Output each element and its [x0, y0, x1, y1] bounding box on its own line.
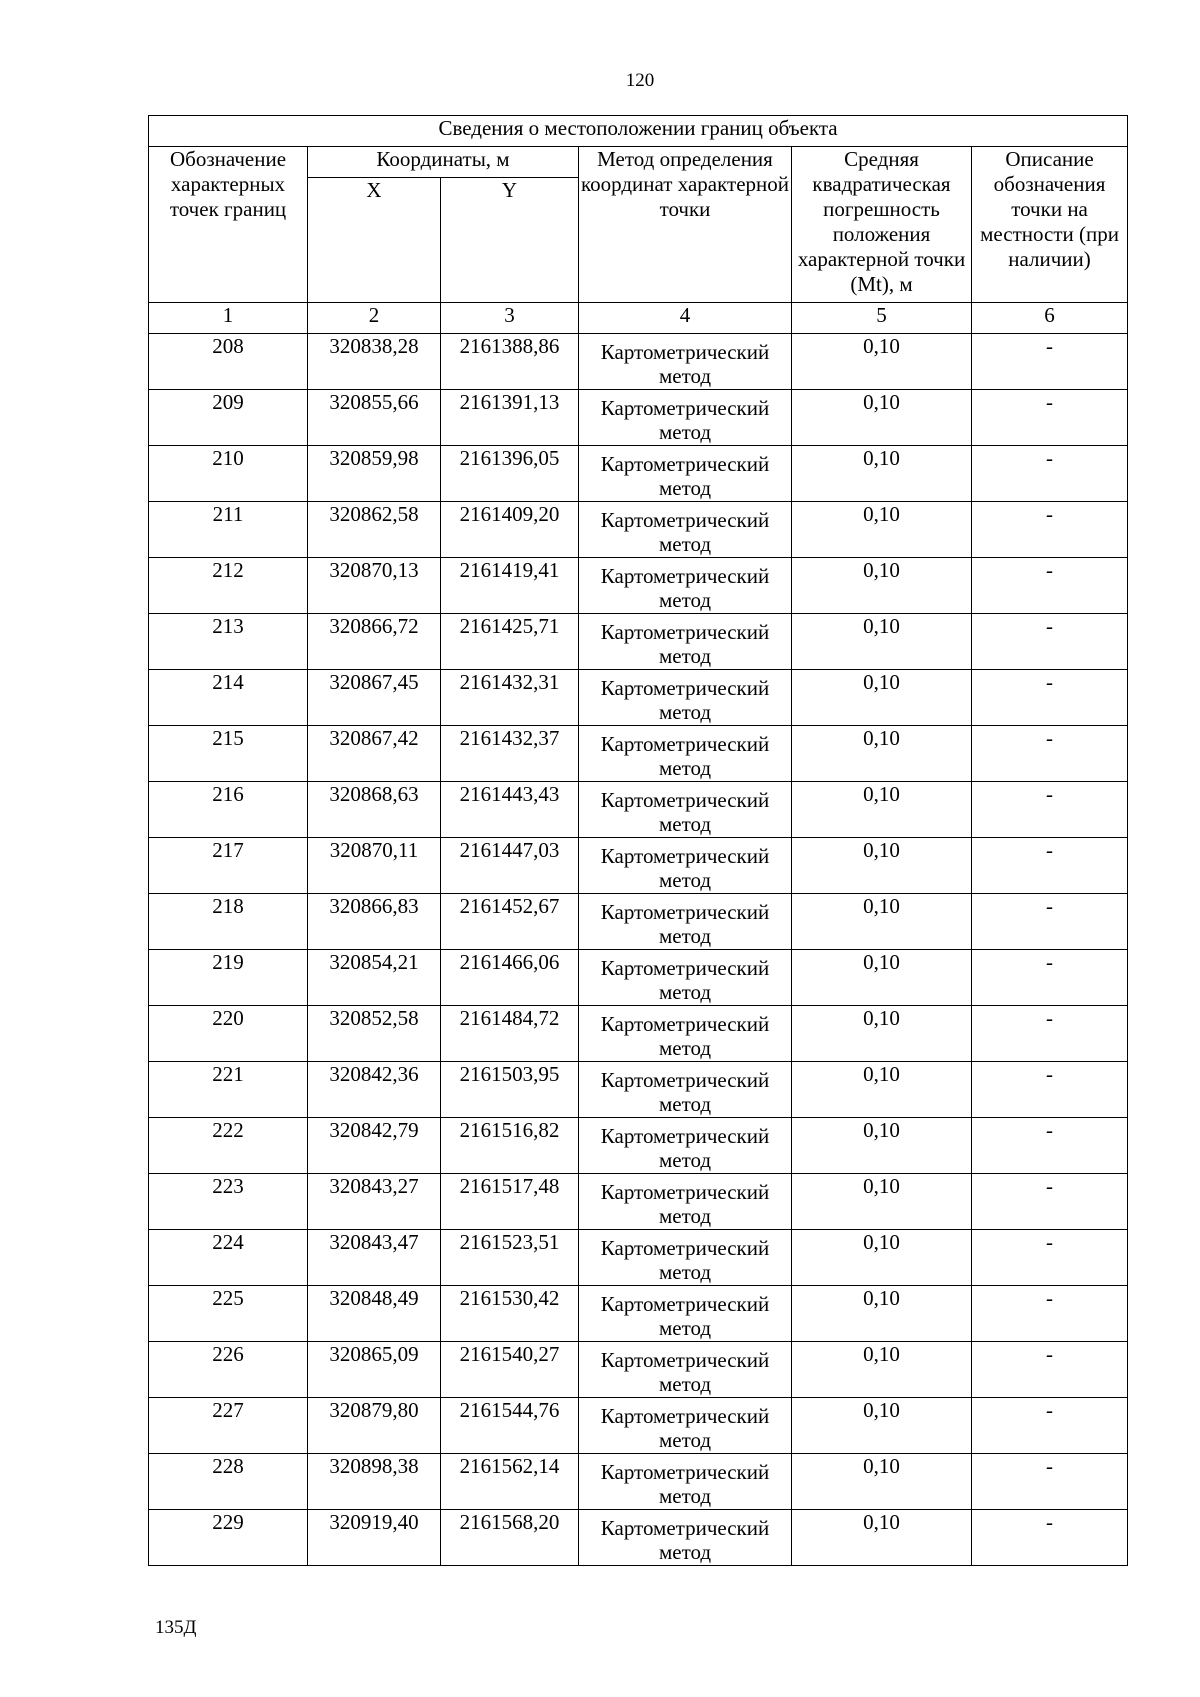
- y-coordinate-cell: 2161443,43: [441, 782, 579, 838]
- y-coordinate-cell: 2161530,42: [441, 1286, 579, 1342]
- table-row: [149, 838, 1128, 894]
- error-cell: 0,10: [792, 726, 972, 782]
- method-cell: Картометрический метод: [579, 614, 792, 670]
- table-row: [149, 1230, 1128, 1286]
- error-cell: 0,10: [792, 558, 972, 614]
- table-row: [149, 1062, 1128, 1118]
- y-coordinate-cell: 2161466,06: [441, 950, 579, 1006]
- page-number: 120: [625, 70, 655, 91]
- point-cell: 228: [149, 1454, 308, 1510]
- x-coordinate-cell: 320842,36: [308, 1062, 441, 1118]
- method-cell: Картометрический метод: [579, 950, 792, 1006]
- point-cell: 220: [149, 1006, 308, 1062]
- error-cell: 0,10: [792, 782, 972, 838]
- point-cell: 215: [149, 726, 308, 782]
- x-coordinate-cell: 320870,11: [308, 838, 441, 894]
- point-cell: 212: [149, 558, 308, 614]
- table-row: [149, 726, 1128, 782]
- method-cell: Картометрический метод: [579, 1062, 792, 1118]
- header-y: Y: [441, 178, 579, 303]
- method-cell: Картометрический метод: [579, 1118, 792, 1174]
- description-cell: -: [972, 1398, 1128, 1454]
- table-row: [149, 782, 1128, 838]
- error-cell: 0,10: [792, 1230, 972, 1286]
- description-cell: -: [972, 1230, 1128, 1286]
- x-coordinate-cell: 320879,80: [308, 1398, 441, 1454]
- y-coordinate-cell: 2161388,86: [441, 334, 579, 390]
- method-cell: Картометрический метод: [579, 558, 792, 614]
- column-number: 2: [308, 303, 441, 334]
- error-cell: 0,10: [792, 894, 972, 950]
- x-coordinate-cell: 320855,66: [308, 390, 441, 446]
- header-description: Описание обозначения точки на местности (при наличии): [972, 147, 1128, 303]
- point-cell: 223: [149, 1174, 308, 1230]
- method-cell: Картометрический метод: [579, 1230, 792, 1286]
- x-coordinate-cell: 320919,40: [308, 1510, 441, 1566]
- point-cell: 208: [149, 334, 308, 390]
- table-title: Сведения о местоположении границ объекта: [149, 116, 1128, 147]
- table-row: [149, 894, 1128, 950]
- x-coordinate-cell: 320866,72: [308, 614, 441, 670]
- description-cell: -: [972, 894, 1128, 950]
- header-coords: Координаты, м: [308, 147, 579, 178]
- x-coordinate-cell: 320870,13: [308, 558, 441, 614]
- table-row: [149, 670, 1128, 726]
- x-coordinate-cell: 320868,63: [308, 782, 441, 838]
- description-cell: -: [972, 726, 1128, 782]
- description-cell: -: [972, 782, 1128, 838]
- error-cell: 0,10: [792, 670, 972, 726]
- x-coordinate-cell: 320848,49: [308, 1286, 441, 1342]
- y-coordinate-cell: 2161432,31: [441, 670, 579, 726]
- description-cell: -: [972, 1006, 1128, 1062]
- table-row: [149, 1510, 1128, 1566]
- y-coordinate-cell: 2161425,71: [441, 614, 579, 670]
- y-coordinate-cell: 2161503,95: [441, 1062, 579, 1118]
- y-coordinate-cell: 2161544,76: [441, 1398, 579, 1454]
- point-cell: 216: [149, 782, 308, 838]
- x-coordinate-cell: 320854,21: [308, 950, 441, 1006]
- method-cell: Картометрический метод: [579, 1398, 792, 1454]
- error-cell: 0,10: [792, 614, 972, 670]
- y-coordinate-cell: 2161432,37: [441, 726, 579, 782]
- column-number: 4: [579, 303, 792, 334]
- description-cell: -: [972, 1286, 1128, 1342]
- x-coordinate-cell: 320852,58: [308, 1006, 441, 1062]
- document-code: 135Д: [155, 1617, 197, 1638]
- method-cell: Картометрический метод: [579, 1342, 792, 1398]
- table-row: [149, 558, 1128, 614]
- table-title-row: [149, 116, 1128, 147]
- error-cell: 0,10: [792, 1286, 972, 1342]
- x-coordinate-cell: 320865,09: [308, 1342, 441, 1398]
- header-method: Метод определения координат характерной точки: [579, 147, 792, 303]
- table-row: [149, 950, 1128, 1006]
- method-cell: Картометрический метод: [579, 838, 792, 894]
- point-cell: 219: [149, 950, 308, 1006]
- error-cell: 0,10: [792, 334, 972, 390]
- point-cell: 221: [149, 1062, 308, 1118]
- error-cell: 0,10: [792, 390, 972, 446]
- method-cell: Картометрический метод: [579, 1286, 792, 1342]
- method-cell: Картометрический метод: [579, 782, 792, 838]
- description-cell: -: [972, 390, 1128, 446]
- method-cell: Картометрический метод: [579, 390, 792, 446]
- method-cell: Картометрический метод: [579, 1174, 792, 1230]
- x-coordinate-cell: 320843,47: [308, 1230, 441, 1286]
- description-cell: -: [972, 502, 1128, 558]
- point-cell: 213: [149, 614, 308, 670]
- point-cell: 225: [149, 1286, 308, 1342]
- method-cell: Картометрический метод: [579, 894, 792, 950]
- description-cell: -: [972, 1118, 1128, 1174]
- header-error: Средняя квадратическая погрешность положения характерной точки (Mt), м: [792, 147, 972, 303]
- table-row: [149, 1454, 1128, 1510]
- description-cell: -: [972, 838, 1128, 894]
- x-coordinate-cell: 320843,27: [308, 1174, 441, 1230]
- error-cell: 0,10: [792, 1006, 972, 1062]
- x-coordinate-cell: 320866,83: [308, 894, 441, 950]
- point-cell: 227: [149, 1398, 308, 1454]
- header-row-1: [149, 147, 1128, 178]
- description-cell: -: [972, 1510, 1128, 1566]
- error-cell: 0,10: [792, 950, 972, 1006]
- error-cell: 0,10: [792, 446, 972, 502]
- x-coordinate-cell: 320898,38: [308, 1454, 441, 1510]
- description-cell: -: [972, 950, 1128, 1006]
- boundary-coordinates-table: [148, 115, 1128, 1566]
- y-coordinate-cell: 2161391,13: [441, 390, 579, 446]
- table-row: [149, 614, 1128, 670]
- table-row: [149, 446, 1128, 502]
- error-cell: 0,10: [792, 1174, 972, 1230]
- table-row: [149, 334, 1128, 390]
- point-cell: 217: [149, 838, 308, 894]
- x-coordinate-cell: 320838,28: [308, 334, 441, 390]
- x-coordinate-cell: 320867,45: [308, 670, 441, 726]
- y-coordinate-cell: 2161562,14: [441, 1454, 579, 1510]
- description-cell: -: [972, 1342, 1128, 1398]
- description-cell: -: [972, 1174, 1128, 1230]
- error-cell: 0,10: [792, 1398, 972, 1454]
- column-number: 6: [972, 303, 1128, 334]
- error-cell: 0,10: [792, 1510, 972, 1566]
- header-point: Обозначение характерных точек границ: [149, 147, 308, 303]
- method-cell: Картометрический метод: [579, 670, 792, 726]
- column-number: 5: [792, 303, 972, 334]
- header-x: X: [308, 178, 441, 303]
- error-cell: 0,10: [792, 502, 972, 558]
- x-coordinate-cell: 320867,42: [308, 726, 441, 782]
- method-cell: Картометрический метод: [579, 1006, 792, 1062]
- table-row: [149, 390, 1128, 446]
- column-number: 1: [149, 303, 308, 334]
- y-coordinate-cell: 2161452,67: [441, 894, 579, 950]
- point-cell: 210: [149, 446, 308, 502]
- point-cell: 224: [149, 1230, 308, 1286]
- point-cell: 229: [149, 1510, 308, 1566]
- y-coordinate-cell: 2161447,03: [441, 838, 579, 894]
- x-coordinate-cell: 320859,98: [308, 446, 441, 502]
- error-cell: 0,10: [792, 1454, 972, 1510]
- description-cell: -: [972, 558, 1128, 614]
- y-coordinate-cell: 2161409,20: [441, 502, 579, 558]
- description-cell: -: [972, 1062, 1128, 1118]
- point-cell: 226: [149, 1342, 308, 1398]
- table-row: [149, 1398, 1128, 1454]
- table-row: [149, 1006, 1128, 1062]
- method-cell: Картометрический метод: [579, 446, 792, 502]
- column-number: 3: [441, 303, 579, 334]
- y-coordinate-cell: 2161517,48: [441, 1174, 579, 1230]
- y-coordinate-cell: 2161516,82: [441, 1118, 579, 1174]
- description-cell: -: [972, 670, 1128, 726]
- error-cell: 0,10: [792, 1342, 972, 1398]
- method-cell: Картометрический метод: [579, 726, 792, 782]
- description-cell: -: [972, 614, 1128, 670]
- column-number-row: [149, 303, 1128, 334]
- point-cell: 218: [149, 894, 308, 950]
- description-cell: -: [972, 446, 1128, 502]
- error-cell: 0,10: [792, 1118, 972, 1174]
- y-coordinate-cell: 2161484,72: [441, 1006, 579, 1062]
- point-cell: 211: [149, 502, 308, 558]
- table-row: [149, 1118, 1128, 1174]
- table-row: [149, 1286, 1128, 1342]
- x-coordinate-cell: 320842,79: [308, 1118, 441, 1174]
- y-coordinate-cell: 2161396,05: [441, 446, 579, 502]
- point-cell: 209: [149, 390, 308, 446]
- method-cell: Картометрический метод: [579, 334, 792, 390]
- y-coordinate-cell: 2161419,41: [441, 558, 579, 614]
- table-row: [149, 1342, 1128, 1398]
- error-cell: 0,10: [792, 838, 972, 894]
- table-row: [149, 1174, 1128, 1230]
- point-cell: 214: [149, 670, 308, 726]
- description-cell: -: [972, 1454, 1128, 1510]
- table-row: [149, 502, 1128, 558]
- x-coordinate-cell: 320862,58: [308, 502, 441, 558]
- description-cell: -: [972, 334, 1128, 390]
- method-cell: Картометрический метод: [579, 502, 792, 558]
- method-cell: Картометрический метод: [579, 1510, 792, 1566]
- y-coordinate-cell: 2161523,51: [441, 1230, 579, 1286]
- error-cell: 0,10: [792, 1062, 972, 1118]
- method-cell: Картометрический метод: [579, 1454, 792, 1510]
- y-coordinate-cell: 2161568,20: [441, 1510, 579, 1566]
- point-cell: 222: [149, 1118, 308, 1174]
- y-coordinate-cell: 2161540,27: [441, 1342, 579, 1398]
